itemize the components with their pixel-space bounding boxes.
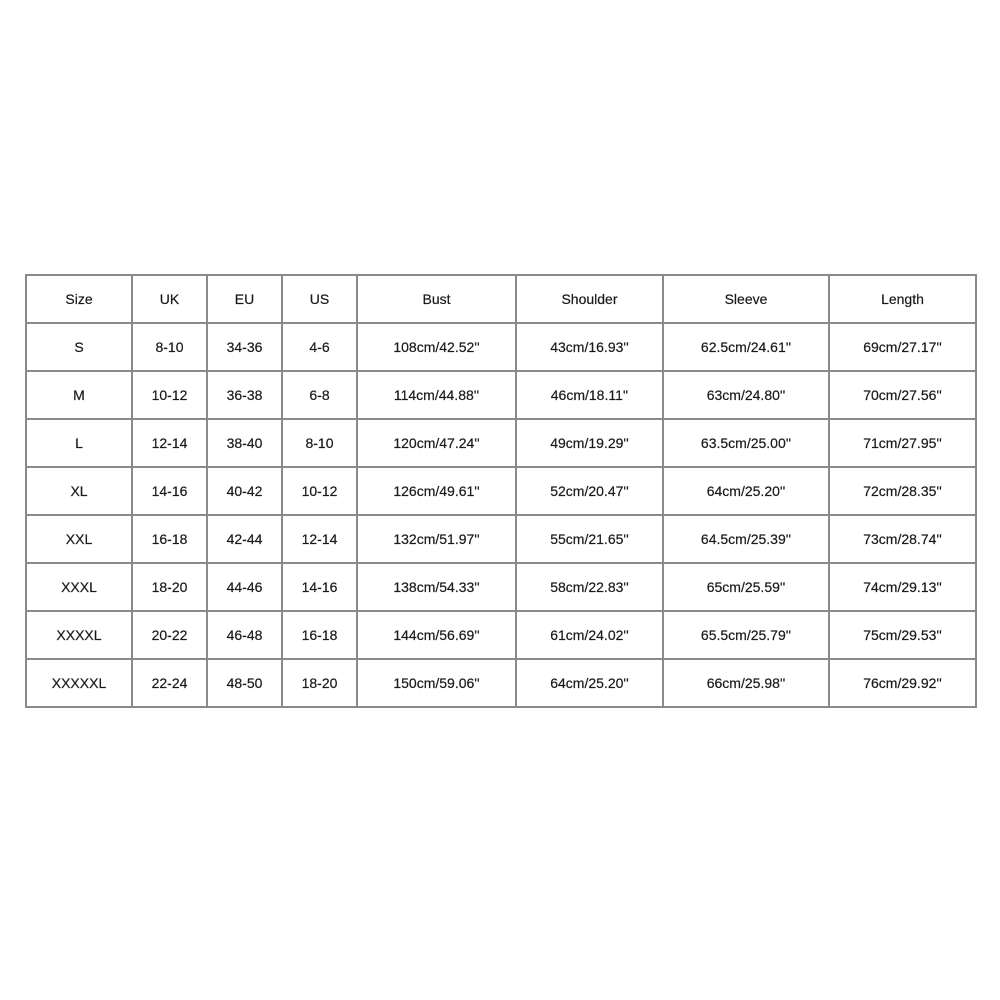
header-eu: EU	[207, 275, 282, 323]
cell-shoulder: 55cm/21.65''	[516, 515, 663, 563]
cell-us: 4-6	[282, 323, 357, 371]
cell-uk: 20-22	[132, 611, 207, 659]
cell-us: 16-18	[282, 611, 357, 659]
cell-shoulder: 52cm/20.47''	[516, 467, 663, 515]
cell-size: XXL	[26, 515, 132, 563]
cell-size: L	[26, 419, 132, 467]
cell-us: 8-10	[282, 419, 357, 467]
cell-us: 6-8	[282, 371, 357, 419]
header-uk: UK	[132, 275, 207, 323]
cell-eu: 46-48	[207, 611, 282, 659]
cell-us: 18-20	[282, 659, 357, 707]
table-body	[26, 323, 976, 707]
cell-eu: 34-36	[207, 323, 282, 371]
table-row	[26, 563, 976, 611]
cell-sleeve: 64cm/25.20''	[663, 467, 829, 515]
cell-length: 70cm/27.56''	[829, 371, 976, 419]
cell-size: XXXXL	[26, 611, 132, 659]
cell-shoulder: 58cm/22.83''	[516, 563, 663, 611]
cell-uk: 16-18	[132, 515, 207, 563]
table-row	[26, 659, 976, 707]
cell-shoulder: 49cm/19.29''	[516, 419, 663, 467]
cell-length: 69cm/27.17''	[829, 323, 976, 371]
table-row	[26, 371, 976, 419]
cell-sleeve: 65cm/25.59''	[663, 563, 829, 611]
cell-eu: 40-42	[207, 467, 282, 515]
table-row	[26, 467, 976, 515]
cell-uk: 18-20	[132, 563, 207, 611]
header-row	[26, 275, 976, 323]
cell-eu: 36-38	[207, 371, 282, 419]
cell-shoulder: 46cm/18.11''	[516, 371, 663, 419]
cell-uk: 10-12	[132, 371, 207, 419]
cell-us: 14-16	[282, 563, 357, 611]
cell-bust: 138cm/54.33''	[357, 563, 516, 611]
cell-size: XXXXXL	[26, 659, 132, 707]
cell-bust: 150cm/59.06''	[357, 659, 516, 707]
cell-bust: 108cm/42.52''	[357, 323, 516, 371]
cell-shoulder: 43cm/16.93''	[516, 323, 663, 371]
cell-uk: 14-16	[132, 467, 207, 515]
cell-length: 76cm/29.92''	[829, 659, 976, 707]
cell-length: 71cm/27.95''	[829, 419, 976, 467]
cell-shoulder: 64cm/25.20''	[516, 659, 663, 707]
cell-us: 10-12	[282, 467, 357, 515]
cell-bust: 132cm/51.97''	[357, 515, 516, 563]
table-row	[26, 419, 976, 467]
cell-uk: 8-10	[132, 323, 207, 371]
cell-sleeve: 63cm/24.80''	[663, 371, 829, 419]
cell-uk: 22-24	[132, 659, 207, 707]
header-shoulder: Shoulder	[516, 275, 663, 323]
table-header	[26, 275, 976, 323]
cell-eu: 42-44	[207, 515, 282, 563]
cell-bust: 120cm/47.24''	[357, 419, 516, 467]
cell-length: 73cm/28.74''	[829, 515, 976, 563]
cell-length: 74cm/29.13''	[829, 563, 976, 611]
header-length: Length	[829, 275, 976, 323]
table-row	[26, 323, 976, 371]
cell-bust: 114cm/44.88''	[357, 371, 516, 419]
cell-length: 72cm/28.35''	[829, 467, 976, 515]
cell-sleeve: 62.5cm/24.61''	[663, 323, 829, 371]
header-us: US	[282, 275, 357, 323]
cell-size: XXXL	[26, 563, 132, 611]
table-row	[26, 611, 976, 659]
cell-eu: 44-46	[207, 563, 282, 611]
cell-uk: 12-14	[132, 419, 207, 467]
cell-length: 75cm/29.53''	[829, 611, 976, 659]
cell-eu: 48-50	[207, 659, 282, 707]
cell-us: 12-14	[282, 515, 357, 563]
size-chart-table	[25, 274, 977, 708]
cell-size: M	[26, 371, 132, 419]
cell-bust: 126cm/49.61''	[357, 467, 516, 515]
cell-eu: 38-40	[207, 419, 282, 467]
cell-sleeve: 65.5cm/25.79''	[663, 611, 829, 659]
cell-sleeve: 64.5cm/25.39''	[663, 515, 829, 563]
cell-shoulder: 61cm/24.02''	[516, 611, 663, 659]
header-bust: Bust	[357, 275, 516, 323]
cell-size: S	[26, 323, 132, 371]
header-size: Size	[26, 275, 132, 323]
table-row	[26, 515, 976, 563]
header-sleeve: Sleeve	[663, 275, 829, 323]
cell-size: XL	[26, 467, 132, 515]
cell-bust: 144cm/56.69''	[357, 611, 516, 659]
cell-sleeve: 66cm/25.98''	[663, 659, 829, 707]
cell-sleeve: 63.5cm/25.00''	[663, 419, 829, 467]
